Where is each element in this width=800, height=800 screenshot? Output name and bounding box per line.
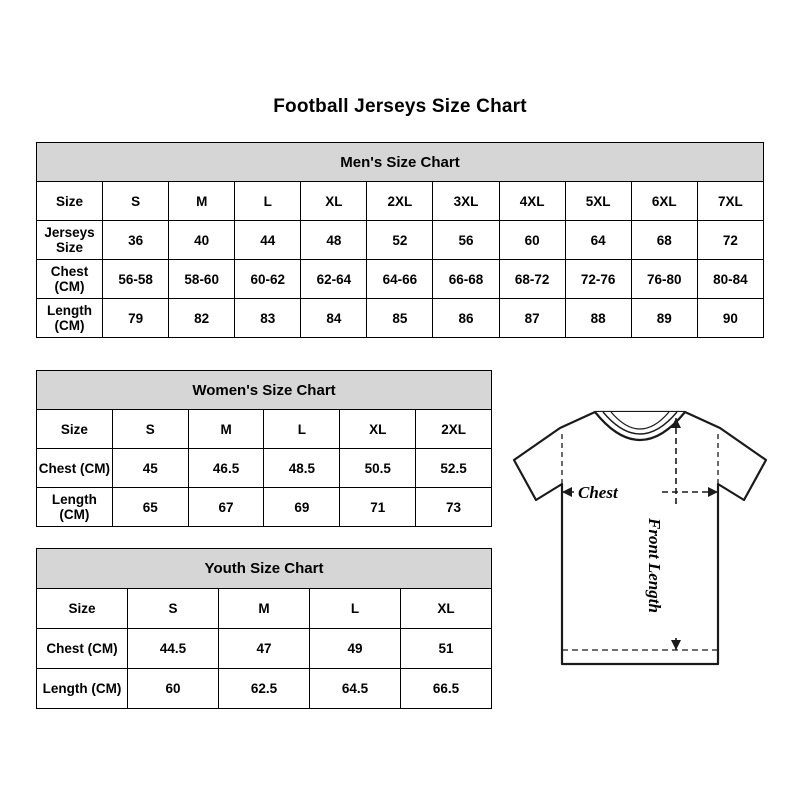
table-row bbox=[37, 488, 492, 527]
row-label-size: Size bbox=[37, 410, 113, 449]
table-cell: 3XL bbox=[433, 182, 499, 221]
table-cell: 47 bbox=[219, 629, 310, 669]
table-cell: 60 bbox=[499, 221, 565, 260]
table-cell: 88 bbox=[565, 299, 631, 338]
table-cell: 79 bbox=[103, 299, 169, 338]
table-row bbox=[37, 260, 764, 299]
table-cell: 73 bbox=[416, 488, 492, 527]
table-cell: L bbox=[310, 589, 401, 629]
table-cell: 90 bbox=[697, 299, 763, 338]
table-cell: M bbox=[188, 410, 264, 449]
youth-size-chart-table bbox=[36, 548, 492, 709]
jersey-measurement-diagram bbox=[500, 398, 780, 698]
table-cell: 69 bbox=[264, 488, 340, 527]
youth-chart-heading: Youth Size Chart bbox=[37, 549, 492, 589]
table-cell: XL bbox=[401, 589, 492, 629]
row-label-chest: Chest (CM) bbox=[37, 260, 103, 299]
table-cell: 62.5 bbox=[219, 669, 310, 709]
table-cell: 6XL bbox=[631, 182, 697, 221]
table-cell: 84 bbox=[301, 299, 367, 338]
table-cell: 50.5 bbox=[340, 449, 416, 488]
table-header-row bbox=[37, 371, 492, 410]
table-cell: 36 bbox=[103, 221, 169, 260]
table-cell: 65 bbox=[112, 488, 188, 527]
table-cell: 66.5 bbox=[401, 669, 492, 709]
table-cell: 51 bbox=[401, 629, 492, 669]
table-cell: S bbox=[103, 182, 169, 221]
table-cell: 52.5 bbox=[416, 449, 492, 488]
womens-size-chart-table bbox=[36, 370, 492, 527]
row-label-length: Length (CM) bbox=[37, 299, 103, 338]
table-cell: S bbox=[128, 589, 219, 629]
table-header-row bbox=[37, 549, 492, 589]
table-cell: 87 bbox=[499, 299, 565, 338]
table-cell: 46.5 bbox=[188, 449, 264, 488]
table-row bbox=[37, 589, 492, 629]
row-label-chest: Chest (CM) bbox=[37, 629, 128, 669]
table-cell: 66-68 bbox=[433, 260, 499, 299]
table-cell: S bbox=[112, 410, 188, 449]
row-label-length: Length (CM) bbox=[37, 488, 113, 527]
table-cell: 56 bbox=[433, 221, 499, 260]
womens-chart-heading: Women's Size Chart bbox=[37, 371, 492, 410]
table-cell: 83 bbox=[235, 299, 301, 338]
table-cell: XL bbox=[301, 182, 367, 221]
chest-measure-label: Chest bbox=[578, 483, 618, 502]
table-cell: XL bbox=[340, 410, 416, 449]
table-cell: 62-64 bbox=[301, 260, 367, 299]
table-cell: 52 bbox=[367, 221, 433, 260]
table-cell: 48.5 bbox=[264, 449, 340, 488]
table-cell: 40 bbox=[169, 221, 235, 260]
table-cell: 45 bbox=[112, 449, 188, 488]
table-cell: 5XL bbox=[565, 182, 631, 221]
table-cell: 82 bbox=[169, 299, 235, 338]
table-cell: 64 bbox=[565, 221, 631, 260]
table-cell: 67 bbox=[188, 488, 264, 527]
table-cell: 2XL bbox=[416, 410, 492, 449]
table-cell: 60-62 bbox=[235, 260, 301, 299]
table-header-row bbox=[37, 143, 764, 182]
table-cell: 89 bbox=[631, 299, 697, 338]
table-row bbox=[37, 669, 492, 709]
table-cell: M bbox=[219, 589, 310, 629]
table-cell: 76-80 bbox=[631, 260, 697, 299]
table-cell: 64.5 bbox=[310, 669, 401, 709]
table-row bbox=[37, 410, 492, 449]
table-cell: 86 bbox=[433, 299, 499, 338]
table-cell: 71 bbox=[340, 488, 416, 527]
page-title: Football Jerseys Size Chart bbox=[273, 96, 527, 117]
table-cell: 58-60 bbox=[169, 260, 235, 299]
table-row bbox=[37, 629, 492, 669]
table-cell: 60 bbox=[128, 669, 219, 709]
table-cell: 48 bbox=[301, 221, 367, 260]
table-cell: 68 bbox=[631, 221, 697, 260]
table-cell: 44 bbox=[235, 221, 301, 260]
table-cell: L bbox=[235, 182, 301, 221]
front-length-measure-label: Front Length bbox=[645, 518, 664, 613]
table-row bbox=[37, 182, 764, 221]
row-label-chest: Chest (CM) bbox=[37, 449, 113, 488]
table-cell: L bbox=[264, 410, 340, 449]
mens-chart-heading: Men's Size Chart bbox=[37, 143, 764, 182]
row-label-jerseys-size: Jerseys Size bbox=[37, 221, 103, 260]
table-cell: 72 bbox=[697, 221, 763, 260]
table-row bbox=[37, 299, 764, 338]
table-cell: 64-66 bbox=[367, 260, 433, 299]
table-cell: 4XL bbox=[499, 182, 565, 221]
table-cell: 7XL bbox=[697, 182, 763, 221]
table-cell: 68-72 bbox=[499, 260, 565, 299]
mens-size-chart-table bbox=[36, 142, 764, 338]
table-cell: 72-76 bbox=[565, 260, 631, 299]
table-row bbox=[37, 221, 764, 260]
table-row bbox=[37, 449, 492, 488]
table-cell: 44.5 bbox=[128, 629, 219, 669]
row-label-size: Size bbox=[37, 589, 128, 629]
table-cell: 80-84 bbox=[697, 260, 763, 299]
row-label-size: Size bbox=[37, 182, 103, 221]
row-label-length: Length (CM) bbox=[37, 669, 128, 709]
table-cell: M bbox=[169, 182, 235, 221]
table-cell: 2XL bbox=[367, 182, 433, 221]
jersey-outline-icon bbox=[500, 398, 780, 698]
table-cell: 85 bbox=[367, 299, 433, 338]
table-cell: 56-58 bbox=[103, 260, 169, 299]
table-cell: 49 bbox=[310, 629, 401, 669]
